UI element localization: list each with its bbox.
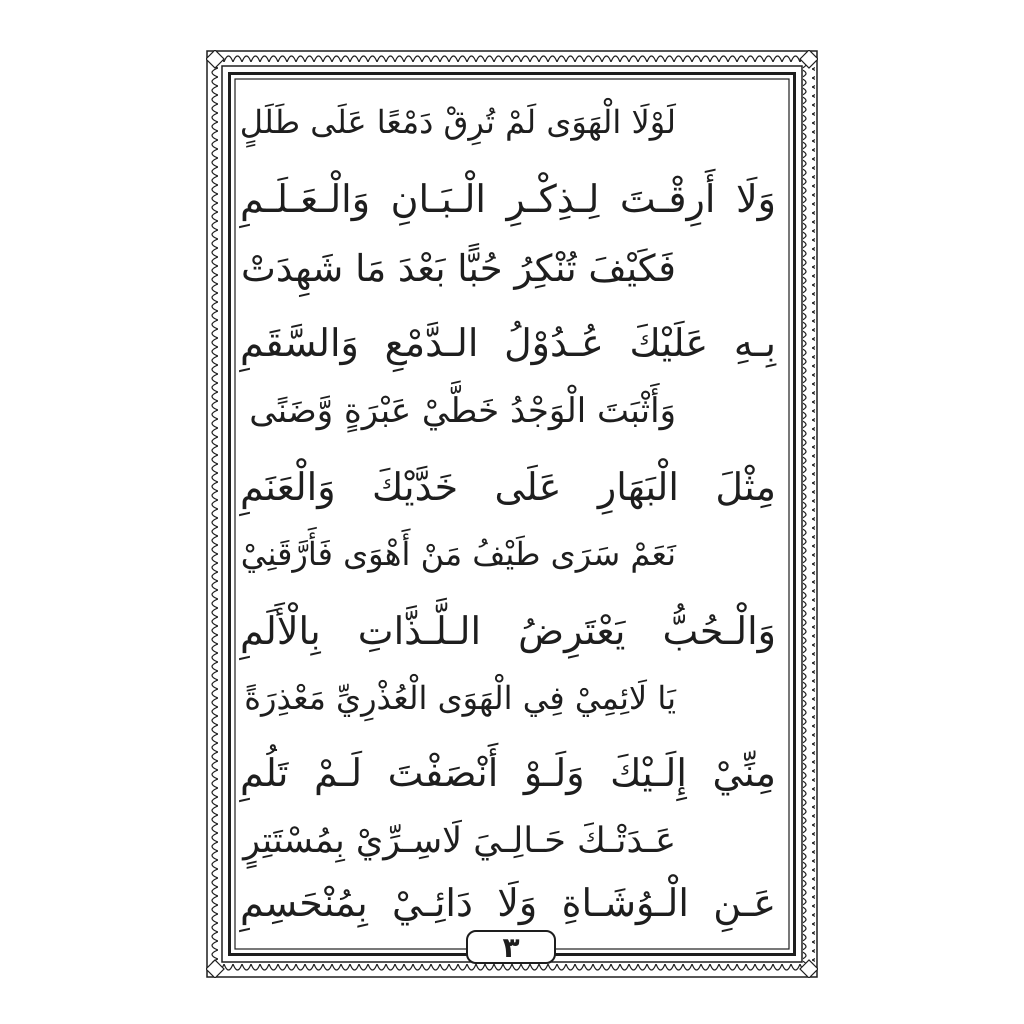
page-number: ٣ [466, 930, 556, 964]
poem-text [240, 84, 776, 924]
verse-line: مِنِّيْ إِلَـيْكَ وَلَـوْ أَنْصَفْتَ لَـمْ تَلُمِ [240, 751, 776, 795]
verse-line: يَا لَائِمِيْ فِي الْهَوَى الْعُذْرِيِّ مَعْذِرَةً [244, 679, 676, 717]
verse-line: وَلَا أَرِقْـتَ لِـذِكْـرِ الْـبَـانِ وَالْـعَـلَـمِ [240, 177, 776, 221]
verse-line: وَالْـحُبُّ يَعْتَرِضُ الـلَّـذَّاتِ بِالْأَلَمِ [240, 609, 776, 653]
verse-line: نَعَمْ سَرَى طَيْفُ مَنْ أَهْوَى فَأَرَّقَنِيْ [240, 535, 676, 573]
verse-line: عَـنِ الْـوُشَـاةِ وَلَا دَائِـيْ بِمُنْحَسِمِ [240, 881, 776, 925]
verse-line: لَوْلَا الْهَوَى لَمْ تُرِقْ دَمْعًا عَلَى طَلَلٍ [239, 103, 676, 141]
verse-line: وَأَثْبَتَ الْوَجْدُ خَطَّيْ عَبْرَةٍ وَّضَنًى [249, 391, 676, 431]
verse-line: مِثْلَ الْبَهَارِ عَلَى خَدَّيْكَ وَالْعَنَمِ [240, 465, 776, 509]
verse-line: فَكَيْفَ تُنْكِرُ حُبًّا بَعْدَ مَا شَهِدَتْ [241, 247, 676, 290]
verse-line: عَـدَتْـكَ حَـالِـيَ لَاسِـرِّيْ بِمُسْتَتِرٍ [243, 821, 676, 861]
verse-line: بِـهِ عَلَيْكَ عُـدُوْلُ الـدَّمْعِ وَالسَّقَمِ [240, 321, 776, 365]
